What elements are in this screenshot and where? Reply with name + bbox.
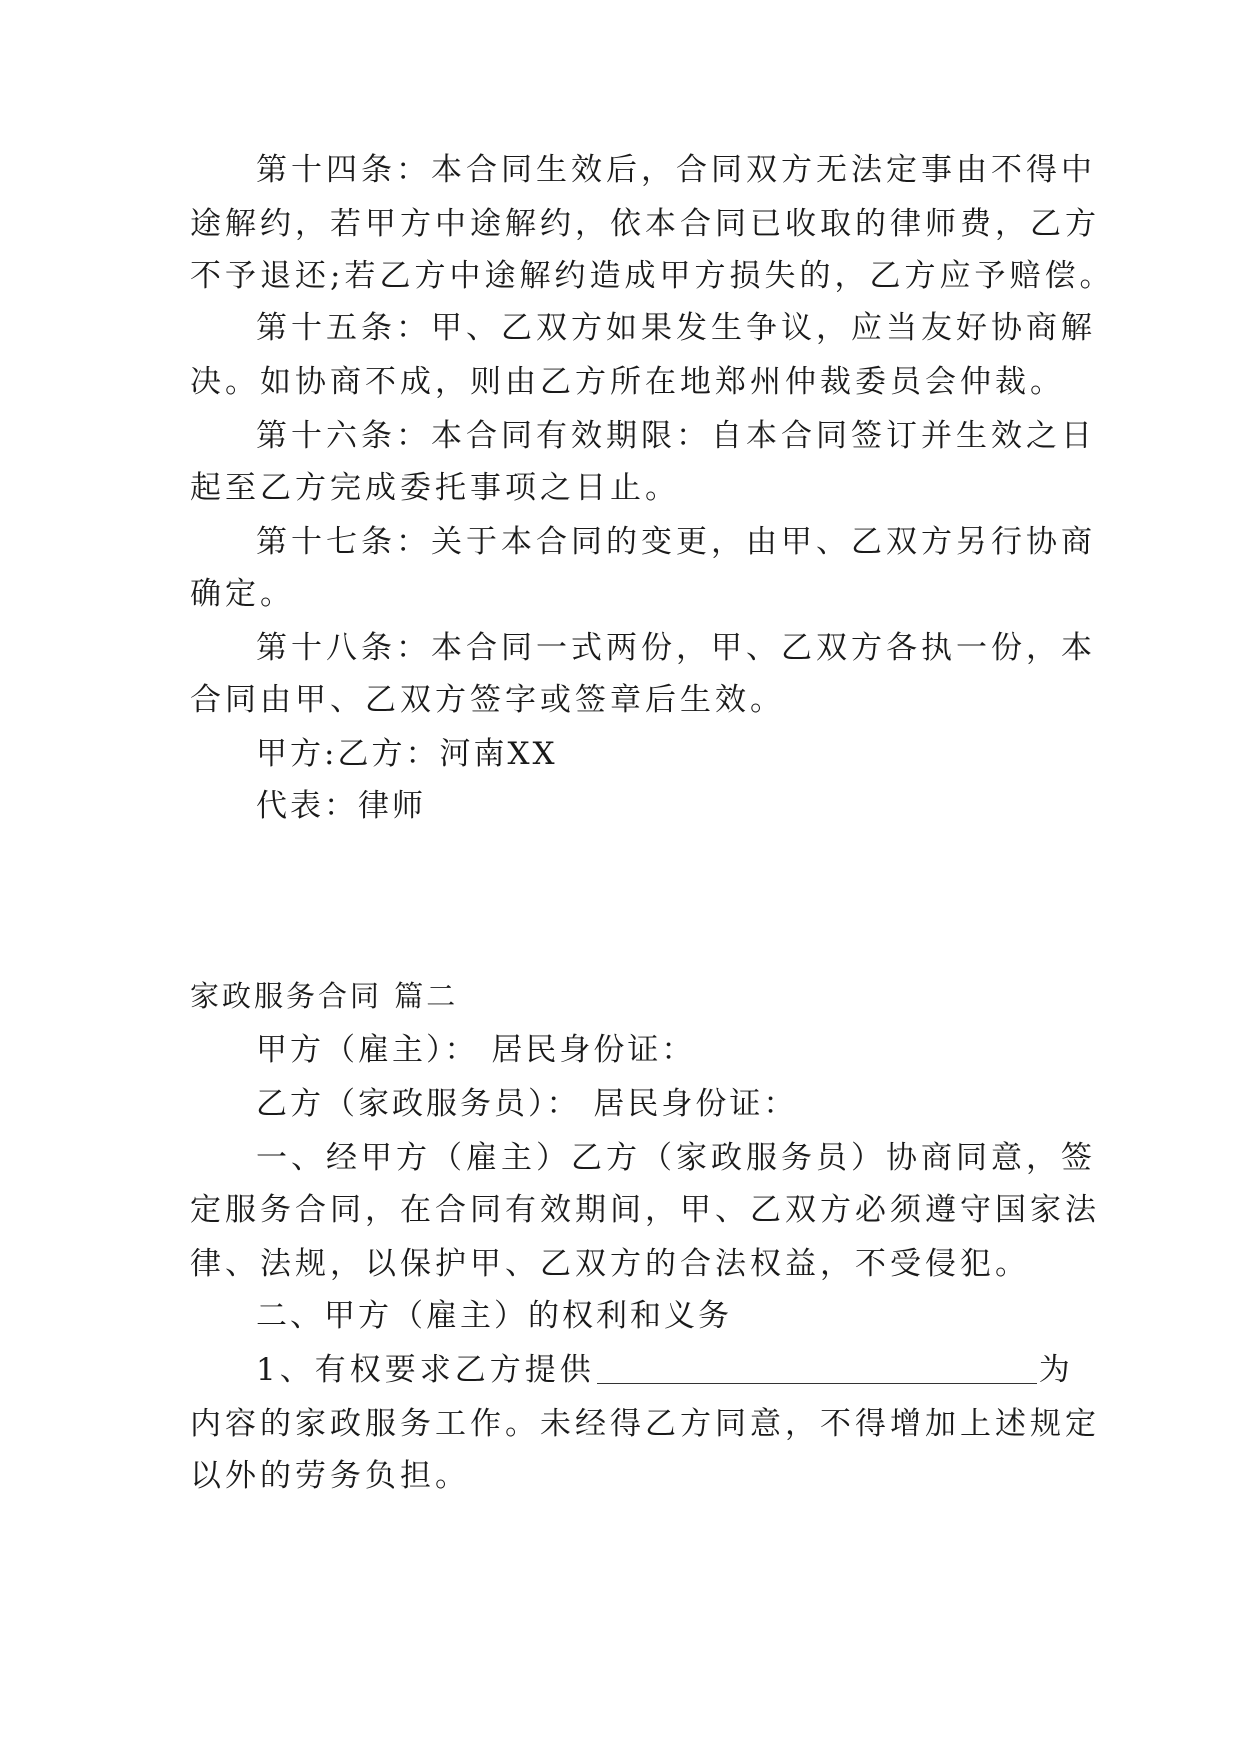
item-1-suffix: 为 (1038, 1352, 1074, 1388)
section-heading: 家政服务合同 篇二 (190, 979, 459, 1013)
signature-representative: 代表：律师 (256, 788, 426, 824)
article-16-line-1: 第十六条：本合同有效期限：自本合同签订并生效之日 (256, 418, 1096, 454)
article-15-line-2: 决。如协商不成，则由乙方所在地郑州仲裁委员会仲裁。 (190, 364, 1065, 400)
clause-1-line-1: 一、经甲方（雇主）乙方（家政服务员）协商同意，签 (256, 1140, 1096, 1176)
article-16-line-2: 起至乙方完成委托事项之日止。 (190, 470, 680, 506)
item-1-prefix: 1、有权要求乙方提供 (256, 1352, 595, 1388)
article-18-line-1: 第十八条：本合同一式两份，甲、乙双方各执一份，本 (256, 630, 1096, 666)
signature-parties: 甲方:乙方：河南XX (256, 736, 558, 772)
clause-1-line-2: 定服务合同，在合同有效期间，甲、乙双方必须遵守国家法 (190, 1192, 1100, 1228)
article-18-line-2: 合同由甲、乙双方签字或签章后生效。 (190, 682, 785, 718)
article-17-line-2: 确定。 (190, 576, 295, 612)
item-1-line-1 (256, 1350, 1074, 1390)
article-15-line-1: 第十五条：甲、乙双方如果发生争议，应当友好协商解 (256, 310, 1096, 346)
party-b-domestic-worker: 乙方（家政服务员）： 居民身份证： (256, 1086, 798, 1122)
clause-2-title: 二、甲方（雇主）的权利和义务 (256, 1298, 732, 1334)
clause-1-line-3: 律、法规，以保护甲、乙双方的合法权益，不受侵犯。 (190, 1246, 1030, 1282)
article-14-line-2: 途解约，若甲方中途解约，依本合同已收取的律师费，乙方 (190, 206, 1100, 242)
fill-in-blank[interactable] (597, 1355, 1037, 1384)
article-14-line-3: 不予退还;若乙方中途解约造成甲方损失的，乙方应予赔偿。 (190, 258, 1115, 294)
party-a-employer: 甲方（雇主）： 居民身份证： (256, 1032, 696, 1068)
item-1-line-2: 内容的家政服务工作。未经得乙方同意，不得增加上述规定 (190, 1406, 1100, 1442)
article-17-line-1: 第十七条：关于本合同的变更，由甲、乙双方另行协商 (256, 524, 1096, 560)
item-1-line-3: 以外的劳务负担。 (190, 1458, 470, 1494)
article-14-line-1: 第十四条：本合同生效后，合同双方无法定事由不得中 (256, 152, 1096, 188)
